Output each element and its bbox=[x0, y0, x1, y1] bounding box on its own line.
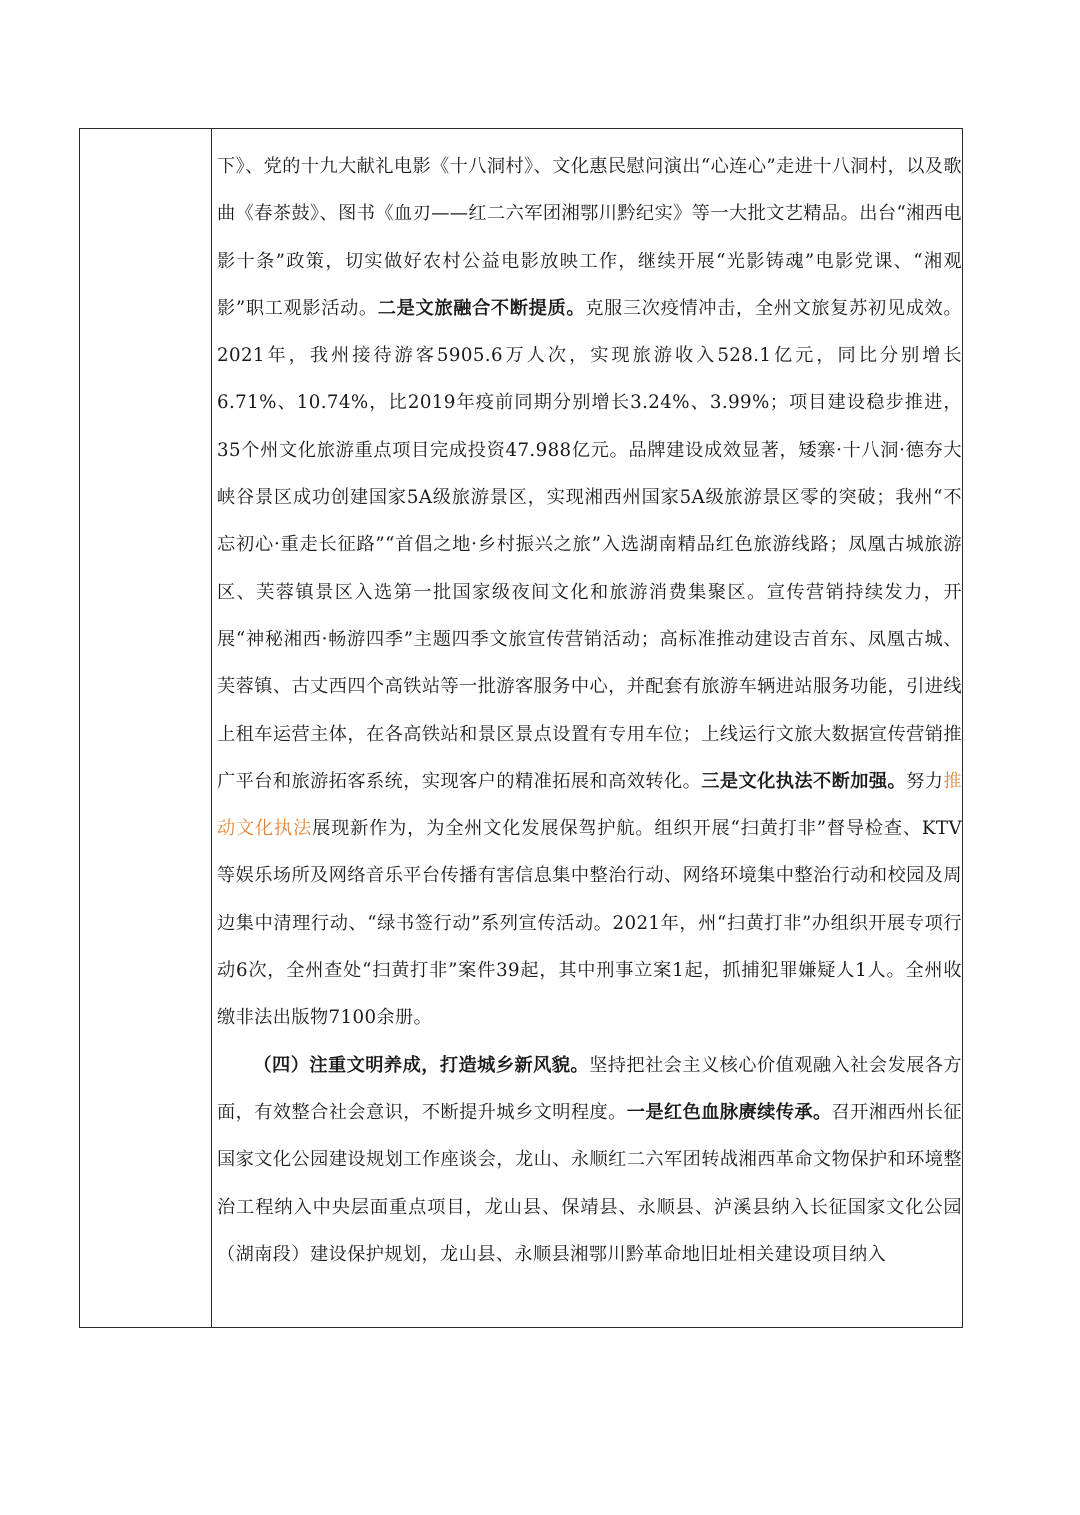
culture-enforcement-link[interactable]: 推动文化执法 bbox=[217, 770, 962, 840]
document-table bbox=[79, 128, 963, 1328]
heading-red-heritage: 一是红色血脉赓续传承。 bbox=[626, 1101, 832, 1123]
paragraph-civilization bbox=[217, 1042, 962, 1278]
paragraph-culture-tourism-law bbox=[217, 143, 962, 1042]
text-segment: 努力 bbox=[906, 770, 944, 792]
heading-tourism-integration: 二是文旅融合不断提质。 bbox=[377, 297, 586, 319]
text-segment: 召开湘西州长征国家文化公园建设规划工作座谈会，龙山、永顺红二六军团转战湘西革命文物保护和环境整治工程纳入中央层面重点项目，龙山县、保靖县、永顺县、泸溪县纳入长征国家文化公园（湖南段）建设保护规划，龙山县、永顺县湘鄂川黔革命地旧址相关建设项目纳入 bbox=[217, 1101, 962, 1265]
section-heading-4: （四）注重文明养成，打造城乡新风貌。 bbox=[253, 1054, 590, 1076]
text-segment: 坚持把社会主义核心价值观融入社会发展各方面，有效整合社会意识，不断提升城乡文明程度。 bbox=[217, 1054, 962, 1123]
text-segment: 下》、党的十九大献礼电影《十八洞村》、文化惠民慰问演出“心连心”走进十八洞村，以及歌曲《春茶鼓》、图书《血刃——红二六军团湘鄂川黔纪实》等一大批文艺精品。出台“湘西电影十条”政策，切实做好农村公益电影放映工作，继续开展“光影铸魂”电影党课、“湘观影”职工观影活动。 bbox=[217, 156, 962, 319]
table-content-cell bbox=[213, 129, 962, 1327]
table-left-cell bbox=[80, 129, 212, 1327]
text-segment: 展现新作为，为全州文化发展保驾护航。组织开展“扫黄打非”督导检查、KTV等娱乐场所及网络音乐平台传播有害信息集中整治行动、网络环境集中整治行动和校园及周边集中清理行动、“绿书签行动”系列宣传活动。2021年，州“扫黄打非”办组织开展专项行动6次，全州查处“扫黄打非”案件39起，其中刑事立案1起，抓捕犯罪嫌疑人1人。全州收缴非法出版物7100余册。 bbox=[217, 818, 962, 1029]
text-segment: 克服三次疫情冲击，全州文旅复苏初见成效。2021年，我州接待游客5905.6万人次，实现旅游收入528.1亿元，同比分别增长6.71%、10.74%，比2019年疫前同期分别增长3.24%、3.99%；项目建设稳步推进，35个州文化旅游重点项目完成投资47.988亿元。品牌建设成效显著，矮寨·十八洞·德夯大峡谷景区成功创建国家5A级旅游景区，实现湘西州国家5A级旅游景区零的突破；我州“不忘初心·重走长征路”“首倡之地·乡村振兴之旅”入选湖南精品红色旅游线路；凤凰古城旅游区、芙蓉镇景区入选第一批国家级夜间文化和旅游消费集聚区。宣传营销持续发力，开展“神秘湘西·畅游四季”主题四季文旅宣传营销活动；高标准推动建设吉首东、凤凰古城、芙蓉镇、古丈西四个高铁站等一批游客服务中心，并配套有旅游车辆进站服务功能，引进线上租车运营主体，在各高铁站和景区景点设置有专用车位；上线运行文旅大数据宣传营销推广平台和旅游拓客系统，实现客户的精准拓展和高效转化。 bbox=[217, 297, 962, 792]
heading-law-enforcement: 三是文化执法不断加强。 bbox=[701, 770, 907, 792]
